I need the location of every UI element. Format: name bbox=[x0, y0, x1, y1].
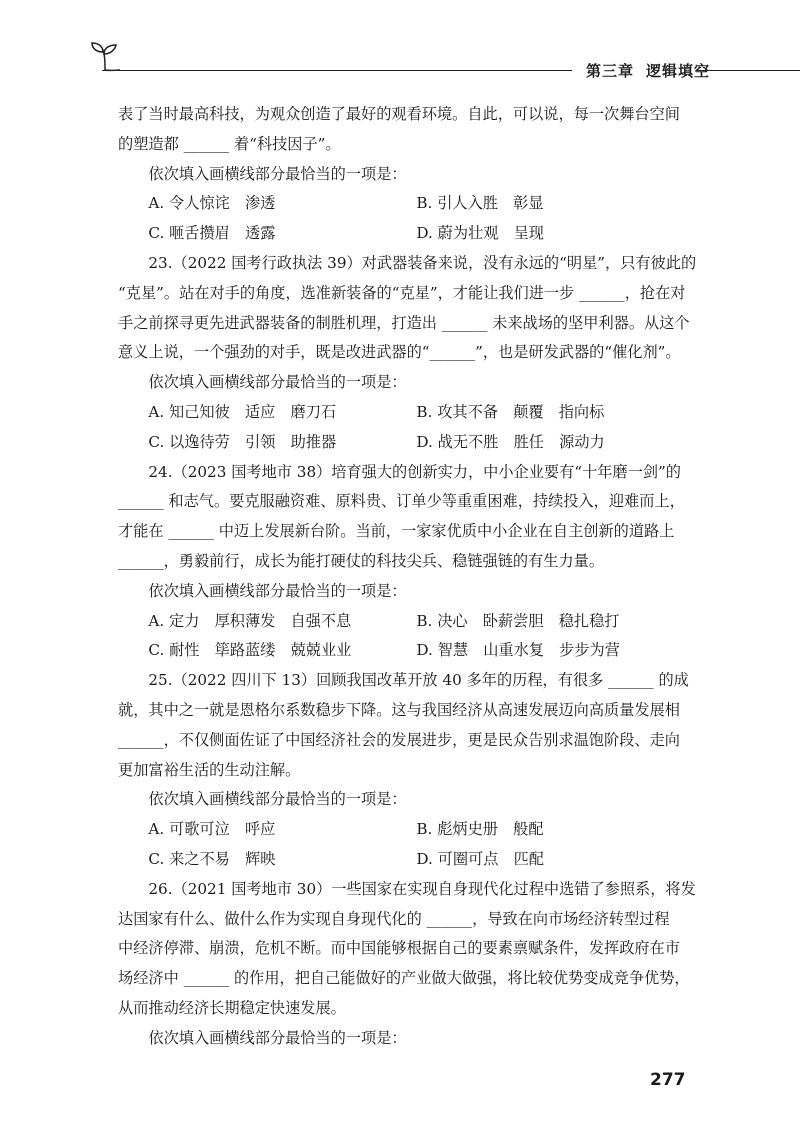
question-instruction: 依次填入画横线部分最恰当的一项是： bbox=[148, 164, 407, 183]
answer-option-b[interactable]: B. 决心 卧薪尝胆 稳扎稳打 bbox=[416, 611, 620, 630]
question-stem-line: 更加富裕生活的生动注解。 bbox=[118, 760, 301, 779]
question-stem-first-line: 表了当时最高科技，为观众创造了最好的观看环境。自此，可以说，每一次舞台空间 bbox=[118, 105, 680, 123]
page-header bbox=[88, 40, 800, 90]
page-body bbox=[118, 100, 698, 1054]
question-stem-line: 手之前探寻更先进武器装备的制胜机理，打造出 ______ 未来战场的坚甲利器。从这个 bbox=[118, 313, 690, 332]
answer-option-d[interactable]: D. 战无不胜 胜任 源动力 bbox=[416, 432, 605, 451]
question-instruction: 依次填入画横线部分最恰当的一项是： bbox=[148, 790, 407, 809]
question-instruction: 依次填入画横线部分最恰当的一项是： bbox=[148, 581, 407, 600]
answer-option-d[interactable]: D. 可圈可点 匹配 bbox=[416, 849, 544, 868]
answer-option-b[interactable]: B. 攻其不备 颠覆 指向标 bbox=[416, 402, 605, 421]
question-stem-line: “克星”。站在对手的角度，选准新装备的“克星”，才能让我们进一步 ______，抢在对 bbox=[118, 283, 686, 302]
question-block bbox=[118, 666, 698, 875]
answer-option-a[interactable]: A. 可歌可泣 呼应 bbox=[148, 820, 276, 839]
answer-option-d[interactable]: D. 智慧 山重水复 步步为营 bbox=[416, 641, 620, 660]
question-stem-line: 达国家有什么、做什么作为实现自身现代化的 ______，导致在向市场经济转型过程 bbox=[118, 909, 670, 928]
question-stem-line: 场经济中 ______ 的作用，把自己能做好的产业做大做强，将比较优势变成竞争优势， bbox=[118, 969, 690, 988]
answer-options bbox=[118, 398, 698, 458]
answer-option-b[interactable]: B. 彪炳史册 般配 bbox=[416, 820, 544, 839]
answer-options bbox=[118, 815, 698, 875]
question-stem-line: 从而推动经济长期稳定快速发展。 bbox=[118, 998, 346, 1017]
chapter-title: 逻辑填空 bbox=[646, 62, 711, 80]
question-stem-line: 的塑造都 ______ 着“科技因子”。 bbox=[118, 134, 341, 153]
question-block bbox=[118, 458, 698, 667]
question-stem-line: 就，其中之一就是恩格尔系数稳步下降。这与我国经济从高速发展迈向高质量发展相 bbox=[118, 700, 680, 719]
answer-option-c[interactable]: C. 以逸待劳 引领 助推器 bbox=[148, 432, 337, 451]
question-block bbox=[118, 875, 698, 1054]
question-stem-line: ______ 和志气。要克服融资难、原料贵、订单少等重重困难，持续投入，迎难而上， bbox=[118, 492, 685, 511]
chapter-number: 第三章 bbox=[585, 62, 634, 80]
answer-options bbox=[118, 607, 698, 667]
question-stem-first-line: 23.（2022 国考行政执法 39）对武器装备来说，没有永远的“明星”，只有彼此的 bbox=[148, 253, 697, 272]
question-stem-line: 中经济停滞、崩溃，危机不断。而中国能够根据自己的要素禀赋条件，发挥政府在市 bbox=[118, 939, 680, 958]
question-stem-line: 意义上说，一个强劲的对手，既是改进武器的“______”，也是研发武器的“催化剂”。 bbox=[118, 343, 681, 362]
question-continuation bbox=[118, 100, 698, 249]
question-instruction: 依次填入画横线部分最恰当的一项是： bbox=[148, 1028, 407, 1047]
question-stem-first-line: 24.（2023 国考地市 38）培育强大的创新实力，中小企业要有“十年磨一剑”的 bbox=[148, 462, 681, 481]
chapter-heading bbox=[586, 60, 710, 81]
answer-option-a[interactable]: A. 定力 厚积薄发 自强不息 bbox=[148, 611, 352, 630]
answer-option-c[interactable]: C. 咂舌攒眉 透露 bbox=[148, 224, 276, 243]
answer-option-b[interactable]: B. 引人入胜 彰显 bbox=[416, 194, 544, 213]
answer-option-c[interactable]: C. 来之不易 辉映 bbox=[148, 849, 276, 868]
question-block bbox=[118, 249, 698, 458]
header-rule-right bbox=[696, 70, 800, 71]
page-number: 277 bbox=[650, 1070, 686, 1090]
answer-options bbox=[118, 189, 698, 249]
question-stem-first-line: 26.（2021 国考地市 30）一些国家在实现自身现代化过程中选错了参照系，将发 bbox=[148, 879, 696, 898]
question-stem-line: ______，勇毅前行，成长为能打硬仗的科技尖兵、稳链强链的有生力量。 bbox=[118, 551, 604, 570]
question-stem-line: 才能在 ______ 中迈上发展新台阶。当前，一家家优质中小企业在自主创新的道路上 bbox=[118, 522, 675, 541]
answer-option-a[interactable]: A. 知己知彼 适应 磨刀石 bbox=[148, 402, 337, 421]
answer-option-c[interactable]: C. 耐性 筚路蓝缕 兢兢业业 bbox=[148, 641, 352, 660]
question-stem-first-line: 25.（2022 四川下 13）回顾我国改革开放 40 多年的历程，有很多 ______ 的成 bbox=[148, 671, 689, 690]
question-stem-line: ______，不仅侧面佐证了中国经济社会的发展进步，更是民众告别求温饱阶段、走向 bbox=[118, 730, 680, 749]
header-rule-left bbox=[102, 70, 572, 71]
answer-option-d[interactable]: D. 蔚为壮观 呈现 bbox=[416, 224, 544, 243]
question-instruction: 依次填入画横线部分最恰当的一项是： bbox=[148, 373, 407, 392]
answer-option-a[interactable]: A. 令人惊诧 渗透 bbox=[148, 194, 276, 213]
